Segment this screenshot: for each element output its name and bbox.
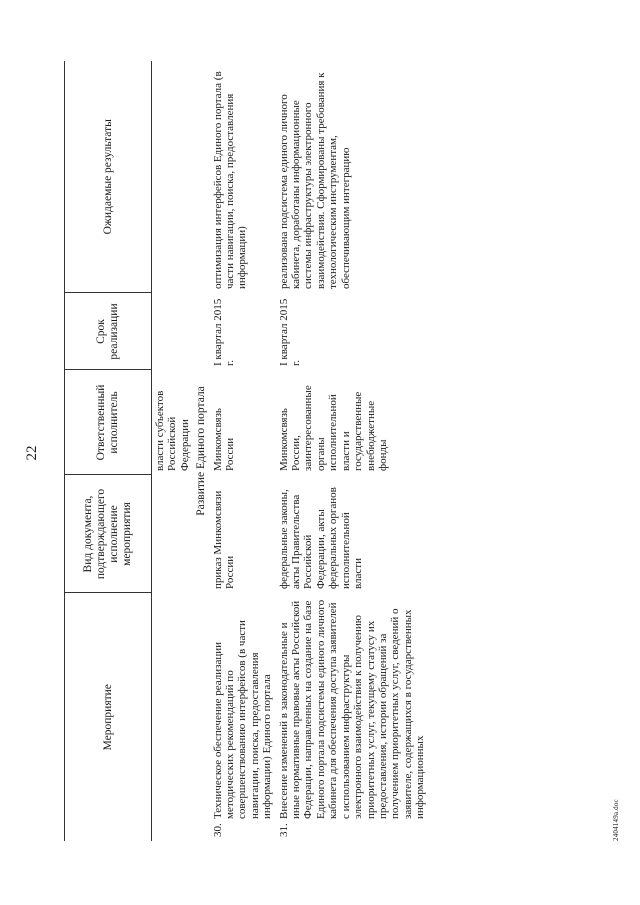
header-measure: Мероприятие — [65, 593, 152, 841]
deadline-cell: I квартал 2015 г. — [277, 298, 303, 366]
table-row — [276, 61, 429, 841]
header-responsible: Ответственный исполнитель — [65, 370, 152, 475]
measure-cell — [210, 593, 276, 841]
row-number: 30. — [211, 823, 224, 837]
section-title: Развитие Единого портала — [195, 386, 208, 516]
responsible-cell: Минкомсвязь России — [211, 408, 237, 471]
expected-results-cell: оптимизация интерфейсов Единого портала (в части навигации, поиска, предоставления информации) — [211, 71, 249, 289]
header-deadline: Срок реализации — [65, 293, 152, 370]
measure-text: Внесение изменений в законодательные и иные нормативные правовые акты Российской Федерации, направленных на создание на базе Единого портала подсистемы единого личного кабинета для обеспечения доступа заявителей с использованием инфраструктуры электронного взаимодействия к получению приоритетных услуг, текущему статусу их предоставления, истории обращений за получением приоритетных услуг, сведений о заявителе, содержащихся в государственных информационных — [277, 599, 427, 819]
page-number: 22 — [24, 445, 40, 461]
continued-responsible: власти субъектов Российской Федерации — [154, 390, 191, 471]
document-code: 2404149a.doc — [612, 799, 620, 841]
table-row — [210, 61, 276, 841]
header-document-type: Вид документа, подтверждающего исполнение мероприятия — [65, 475, 152, 593]
table-header-row — [65, 61, 152, 841]
document-type-cell: приказ Минкомсвязи России — [211, 490, 237, 589]
section-row — [193, 61, 209, 841]
header-expected-results: Ожидаемые результаты — [65, 61, 152, 293]
responsible-cell: Минкомсвязь России, заинтересованные органы исполнительной власти и государственные внебюджетные фонды — [277, 385, 389, 471]
measure-text: Техническое обеспечение реализации методических рекомендаций по совершенствованию интерфейсов (в части навигации, поиска, предоставления информации) Единого портала — [211, 620, 274, 819]
measure-cell — [276, 593, 429, 841]
table-row-continued — [152, 61, 194, 841]
document-type-cell: федеральные законы, акты Правительства Российской Федерации, акты федеральных органов исполнительной власти — [277, 487, 365, 589]
row-number: 31. — [277, 823, 290, 837]
expected-results-cell: реализована подсистема единого личного кабинета, доработаны информационные системы инфраструктуры электронного взаимодействия. Сформированы требования к технологическим инструментам, обеспечивающим интеграцию — [277, 72, 352, 289]
action-plan-table — [64, 61, 429, 841]
deadline-cell: I квартал 2015 г. — [211, 298, 237, 366]
